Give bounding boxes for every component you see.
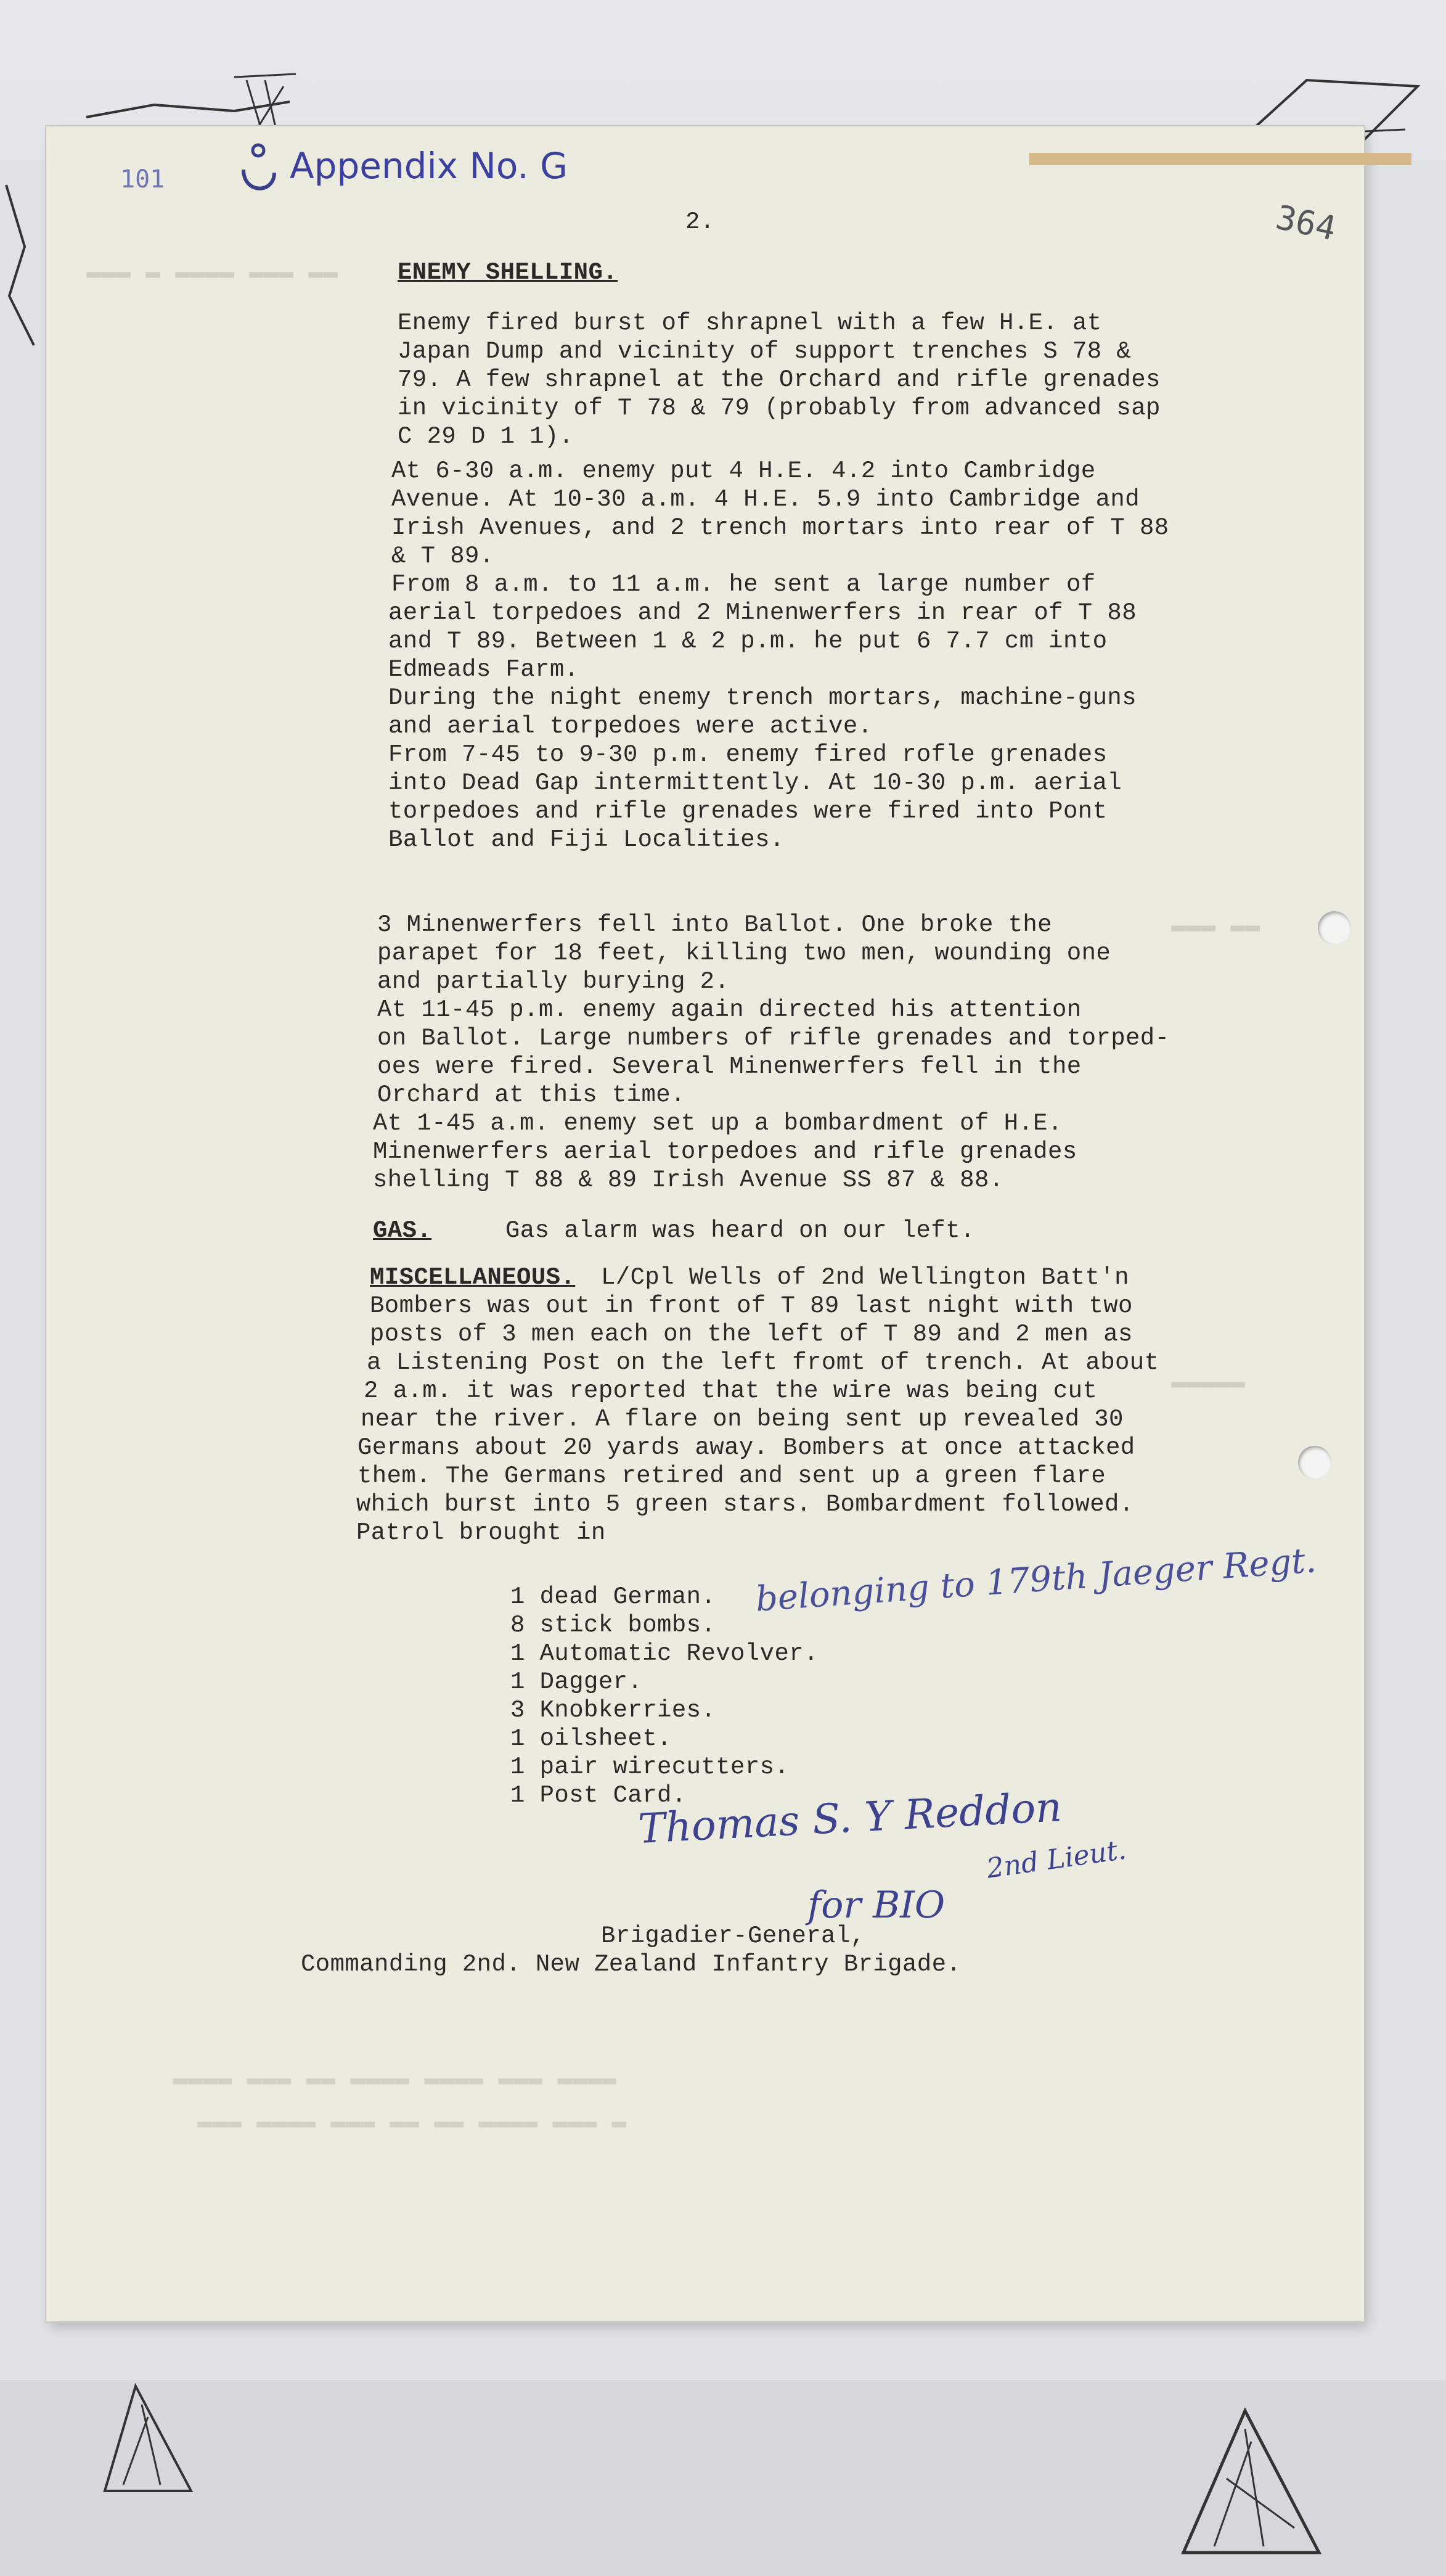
text-line: which burst into 5 green stars. Bombardment followed.	[356, 1491, 1134, 1518]
text-line: 3 Minenwerfers fell into Ballot. One broke the	[377, 911, 1052, 938]
text-line: Ballot and Fiji Localities.	[388, 826, 785, 853]
text-line: a Listening Post on the left fromt of trench. At about	[367, 1349, 1159, 1376]
text-line: aerial torpedoes and 2 Minenwerfers in rear of T 88	[388, 599, 1137, 626]
archive-stamp-number: 101	[120, 165, 165, 194]
text-line: Enemy fired burst of shrapnel with a few H.E. at	[398, 310, 1102, 337]
list-item: 8 stick bombs.	[510, 1612, 716, 1639]
text-line: Bombers was out in front of T 89 last night with two	[370, 1292, 1133, 1319]
bleed-through: ▬▬▬▬ ▬▬▬ ▬▬ ▬▬▬▬ ▬▬▬▬ ▬▬▬ ▬▬▬▬	[173, 2065, 617, 2093]
list-item: 1 Post Card.	[510, 1782, 687, 1809]
section-heading-miscellaneous: MISCELLANEOUS.	[370, 1264, 576, 1291]
text-line: posts of 3 men each on the left of T 89 and 2 men as	[370, 1321, 1133, 1348]
list-item: 3 Knobkerries.	[510, 1697, 716, 1724]
list-item: 1 Dagger.	[510, 1668, 643, 1696]
text-line: them. The Germans retired and sent up a green flare	[357, 1462, 1106, 1490]
pencil-sketch-bottom-left	[86, 2380, 210, 2503]
archive-folio-number: 364	[1272, 197, 1340, 248]
closing-unit: Commanding 2nd. New Zealand Infantry Brigade.	[301, 1951, 962, 1978]
text-line: During the night enemy trench mortars, machine-guns	[388, 684, 1137, 712]
text-line: shelling T 88 & 89 Irish Avenue SS 87 & 88.	[373, 1167, 1004, 1194]
text-line: Edmeads Farm.	[388, 656, 579, 683]
list-item: 1 dead German.	[510, 1583, 716, 1610]
appendix-label: Appendix No. G	[290, 145, 568, 187]
section-heading-enemy-shelling: ENEMY SHELLING.	[398, 259, 618, 286]
text-line: & T 89.	[391, 543, 494, 570]
signature-rank: 2nd Lieut.	[984, 1834, 1129, 1885]
handwritten-note: belonging to 179th Jaeger Regt.	[754, 1540, 1318, 1620]
text-line: At 11-45 p.m. enemy again directed his attention	[377, 996, 1082, 1023]
bleed-through: ▬▬▬ ▬▬▬▬ ▬▬▬ ▬▬ ▬▬ ▬▬▬▬ ▬▬▬ ▬	[197, 2109, 627, 2136]
pencil-sketch-bottom-right	[1171, 2405, 1331, 2565]
closing-title: Brigadier-General,	[601, 1922, 865, 1950]
text-line: From 7-45 to 9-30 p.m. enemy fired rofle grenades	[388, 741, 1108, 768]
text-line: on Ballot. Large numbers of rifle grenades and torped-	[377, 1025, 1170, 1052]
signature-for-line: for BIO	[807, 1884, 946, 1927]
text-line: At 1-45 a.m. enemy set up a bombardment of H.E.	[373, 1110, 1063, 1137]
bleed-through: ▬▬▬ ▬▬	[1171, 913, 1260, 940]
list-item: 1 oilsheet.	[510, 1725, 672, 1752]
list-item: 1 pair wirecutters.	[510, 1754, 790, 1781]
page-number: 2.	[685, 208, 715, 236]
text-line: 2 a.m. it was reported that the wire was being cut	[364, 1377, 1098, 1405]
text-line: Japan Dump and vicinity of support trenches S 78 &	[398, 338, 1132, 365]
paper-edge-tear	[1029, 153, 1411, 165]
text-line: Germans about 20 yards away. Bombers at once attacked	[357, 1434, 1135, 1461]
text-line: Orchard at this time.	[377, 1081, 685, 1109]
hook-mark-icon	[237, 142, 280, 197]
bleed-through: ▬▬▬▬▬	[1171, 1369, 1246, 1397]
bleed-through: ▬▬▬ ▬ ▬▬▬▬ ▬▬▬ ▬▬	[86, 259, 338, 287]
text-line: and partially burying 2.	[377, 968, 730, 995]
signature: Thomas S. Y Reddon	[637, 1783, 1063, 1853]
text-line: 79. A few shrapnel at the Orchard and rifle grenades	[398, 366, 1161, 393]
text-line: and T 89. Between 1 & 2 p.m. he put 6 7.7 cm into	[388, 628, 1108, 655]
misc-first-line: L/Cpl Wells of 2nd Wellington Batt'n	[601, 1264, 1129, 1291]
text-line: C 29 D 1 1).	[398, 423, 574, 450]
text-line: parapet for 18 feet, killing two men, wounding one	[377, 940, 1111, 967]
text-line: Patrol brought in	[356, 1519, 606, 1546]
text-line: Avenue. At 10-30 a.m. 4 H.E. 5.9 into Cambridge and	[391, 486, 1140, 513]
text-line: oes were fired. Several Minenwerfers fell in the	[377, 1053, 1082, 1080]
text-line: near the river. A flare on being sent up revealed 30	[361, 1406, 1124, 1433]
text-line: Irish Avenues, and 2 trench mortars into rear of T 88	[391, 514, 1169, 541]
text-line: From 8 a.m. to 11 a.m. he sent a large number of	[391, 571, 1096, 598]
text-line: and aerial torpedoes were active.	[388, 713, 873, 740]
punch-hole	[1318, 911, 1351, 945]
text-line: into Dead Gap intermittently. At 10-30 p.m. aerial	[388, 769, 1122, 797]
gas-text: Gas alarm was heard on our left.	[505, 1217, 975, 1244]
pencil-sketch-left-margin	[0, 173, 43, 358]
text-line: Minenwerfers aerial torpedoes and rifle grenades	[373, 1138, 1077, 1165]
section-heading-gas: GAS.	[373, 1217, 432, 1244]
punch-hole	[1298, 1446, 1331, 1479]
text-line: in vicinity of T 78 & 79 (probably from advanced sap	[398, 395, 1161, 422]
text-line: At 6-30 a.m. enemy put 4 H.E. 4.2 into Cambridge	[391, 457, 1096, 485]
list-item: 1 Automatic Revolver.	[510, 1640, 819, 1667]
text-line: torpedoes and rifle grenades were fired into Pont	[388, 798, 1108, 825]
